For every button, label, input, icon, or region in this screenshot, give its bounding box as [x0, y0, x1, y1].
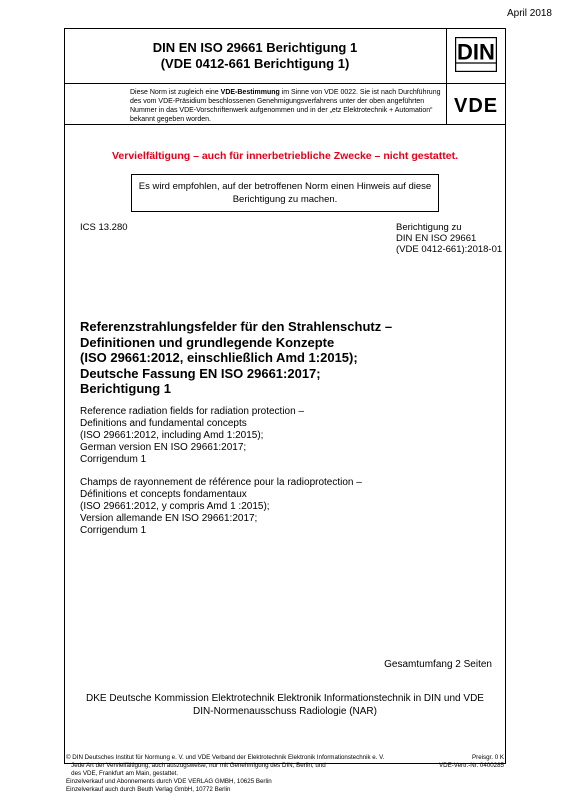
- german-title-line: Deutsche Fassung EN ISO 29661:2017;: [80, 365, 321, 381]
- french-title-line: Définitions et concepts fondamentaux: [80, 489, 247, 500]
- french-title: [80, 477, 480, 537]
- correction-reference-line: DIN EN ISO 29661: [396, 233, 477, 244]
- price-group: [439, 754, 504, 770]
- german-title-line: (ISO 29661:2012, einschließlich Amd 1:2015);: [80, 350, 358, 365]
- german-title-line: Berichtigung 1: [80, 381, 172, 396]
- vde-provision-note: Diese Norm ist zugleich eine VDE-Bestimmung im Sinne von VDE 0022. Sie ist nach Durchführung des vom VDE-Präsidium beschlossenen Genehmigungsverfahrens unter der oben angeführten Nummer in das VDE-Vorschriftenwerk aufgenommen und in der „etz Elektrotechnik + Automation“ bekannt gegeben worden.: [130, 89, 441, 123]
- recommendation-line: Berichtigung zu machen.: [232, 194, 338, 205]
- ics-code: ICS 13.280: [80, 222, 128, 233]
- copyright-notice: [66, 754, 458, 794]
- correction-reference-line: Berichtigung zu: [396, 222, 462, 233]
- french-title-line: Version allemande EN ISO 29661:2017;: [80, 513, 258, 524]
- copyright-line: Einzelverkauf und Abonnements durch VDE VERLAG GMBH, 10625 Berlin: [66, 778, 272, 785]
- recommendation-line: Es wird empfohlen, auf der betroffenen Norm einen Hinweis auf diese: [138, 181, 432, 192]
- header-bottom-rule: [64, 124, 506, 125]
- copyright-line: Jede Art der Vervielfältigung, auch auszugsweise, nur mit Genehmigung des DIN, Berlin, und: [66, 762, 326, 769]
- german-title-line: Referenzstrahlungsfelder für den Strahlenschutz –: [80, 319, 393, 334]
- copyright-line: © DIN Deutsches Institut für Normung e. V. und VDE Verband der Elektrotechnik Elektronik Informationstechnik e. V.: [66, 754, 385, 761]
- price-line: Preisgr. 0 K: [472, 754, 504, 761]
- recommendation-box: [131, 174, 439, 212]
- correction-reference: [396, 222, 502, 255]
- logo-column-divider: [446, 28, 447, 124]
- german-title: [80, 319, 480, 397]
- document-number-line: (VDE 0412-661 Berichtigung 1): [160, 56, 350, 71]
- price-line: VDE-Vertr.-Nr. 0400285: [439, 762, 504, 769]
- vde-logo: VDE: [454, 95, 499, 117]
- german-title-line: Definitionen und grundlegende Konzepte: [80, 334, 335, 350]
- english-title-line: German version EN ISO 29661:2017;: [80, 442, 247, 453]
- correction-reference-line: (VDE 0412-661):2018-01: [396, 244, 503, 255]
- total-pages: Gesamtumfang 2 Seiten: [384, 659, 492, 670]
- english-title-line: Reference radiation fields for radiation protection –: [80, 406, 305, 417]
- copyright-line: Einzelverkauf auch durch Beuth Verlag GmbH, 10772 Berlin: [66, 786, 231, 793]
- english-title-line: Corrigendum 1: [80, 454, 147, 465]
- french-title-line: Champs de rayonnement de référence pour la radioprotection –: [80, 477, 362, 488]
- english-title: [80, 406, 480, 466]
- vde-provision-term: VDE-Bestimmung: [220, 89, 280, 96]
- document-number-line: DIN EN ISO 29661 Berichtigung 1: [152, 40, 358, 55]
- committee-line: DKE Deutsche Kommission Elektrotechnik Elektronik Informationstechnik in DIN und VDE: [86, 693, 484, 704]
- issue-date: April 2018: [506, 8, 552, 19]
- responsible-committee: [64, 692, 506, 718]
- document-number: [64, 40, 446, 72]
- copyright-line: des VDE, Frankfurt am Main, gestattet.: [66, 770, 179, 777]
- reproduction-warning: Vervielfältigung – auch für innerbetriebliche Zwecke – nicht gestattet.: [111, 150, 458, 162]
- french-title-line: (ISO 29661:2012, y compris Amd 1 :2015);: [80, 501, 270, 512]
- english-title-line: (ISO 29661:2012, including Amd 1:2015);: [80, 430, 264, 441]
- din-logo: [455, 37, 497, 72]
- committee-line: DIN-Normenausschuss Radiologie (NAR): [193, 706, 377, 717]
- french-title-line: Corrigendum 1: [80, 525, 147, 536]
- english-title-line: Definitions and fundamental concepts: [80, 418, 247, 429]
- din-logo-text: DIN: [457, 39, 495, 65]
